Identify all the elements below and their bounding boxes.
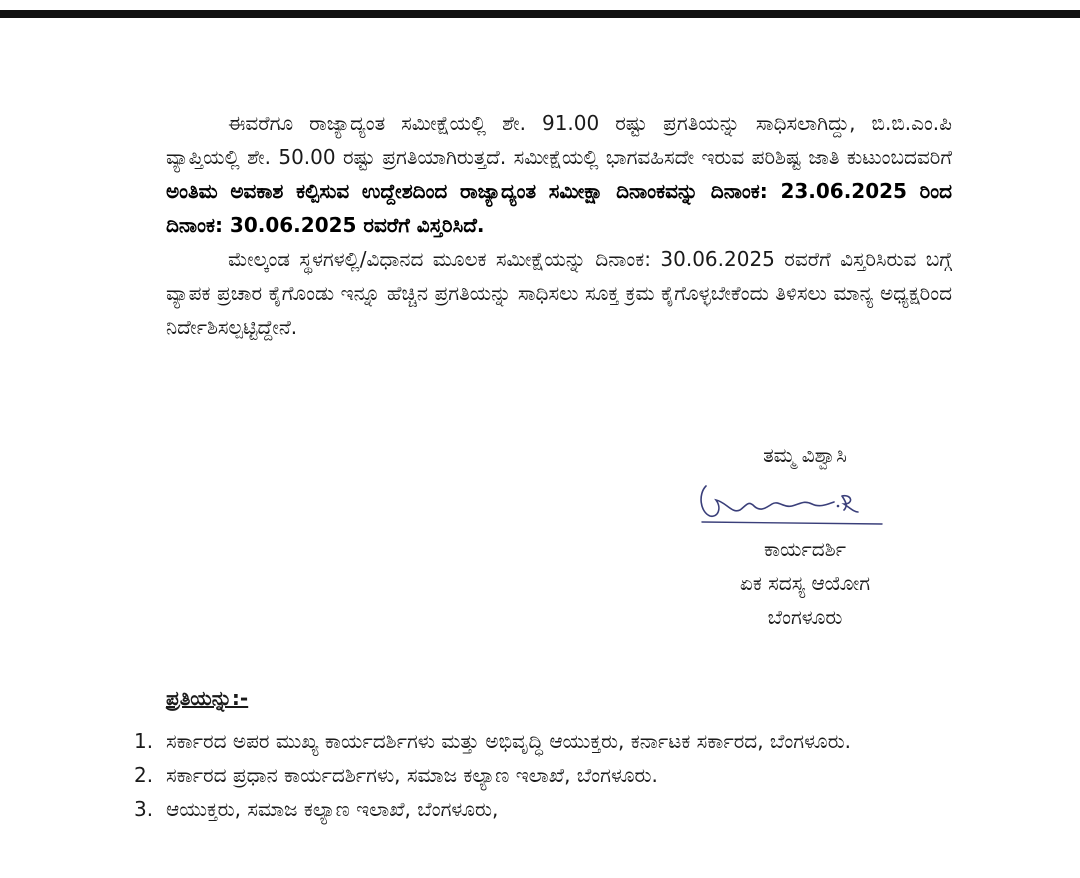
list-item-text: ಆಯುಕ್ತರು, ಸಮಾಜ ಕಲ್ಯಾಣ ಇಲಾಖೆ, ಬೆಂಗಳೂರು, (166, 797, 499, 821)
list-item-text: ಸರ್ಕಾರದ ಪ್ರಧಾನ ಕಾರ್ಯದರ್ಶಿಗಳು, ಸಮಾಜ ಕಲ್ಯಾಣ ಇಲಾಖೆ, ಬೆಂಗಳೂರು. (166, 763, 658, 787)
list-item-number: 3. (134, 797, 154, 821)
letter-body (166, 106, 952, 344)
handwritten-signature (680, 472, 930, 532)
copies-heading: ಪ್ರತಿಯನ್ನು:- (166, 686, 249, 710)
signature-block (680, 438, 930, 634)
paragraph-progress (166, 106, 952, 242)
closing-salutation: ತಮ್ಮ ವಿಶ್ವಾಸಿ (763, 443, 847, 467)
list-item (134, 724, 954, 758)
designation: ಕಾರ್ಯದರ್ಶಿ (763, 537, 847, 561)
office-city: ಬೆಂಗಳೂರು (767, 605, 843, 629)
list-item (134, 758, 954, 792)
paragraph-progress-text: ಈವರೆಗೂ ರಾಜ್ಯಾದ್ಯಂತ ಸಮೀಕ್ಷೆಯಲ್ಲಿ ಶೇ. 91.00 ರಷ್ಟು ಪ್ರಗತಿಯನ್ನು ಸಾಧಿಸಲಾಗಿದ್ದು, ಬಿ.ಬಿ.ಎಂ.ಪಿ ವ್ಯಾಪ್ತಿಯಲ್ಲಿ ಶೇ. 50.00 ರಷ್ಟು ಪ್ರಗತಿಯಾಗಿರುತ್ತದೆ. ಸಮೀಕ್ಷೆಯಲ್ಲಿ ಭಾಗವಹಿಸದೇ ಇರುವ ಪರಿಶಿಷ್ಟ ಜಾತಿ ಕುಟುಂಬದವರಿಗೆ (166, 111, 952, 169)
copies-section (134, 678, 954, 826)
list-item-number: 1. (134, 729, 154, 753)
list-item-text: ಸರ್ಕಾರದ ಅಪರ ಮುಖ್ಯ ಕಾರ್ಯದರ್ಶಿಗಳು ಮತ್ತು ಅಭಿವೃದ್ಧಿ ಆಯುಕ್ತರು, ಕರ್ನಾಟಕ ಸರ್ಕಾರದ, ಬೆಂಗಳೂರು. (166, 729, 851, 753)
copies-list (134, 724, 954, 826)
paragraph-extension-bold: ಅಂತಿಮ ಅವಕಾಶ ಕಲ್ಪಿಸುವ ಉದ್ದೇಶದಿಂದ ರಾಜ್ಯಾದ್ಯಂತ ಸಮೀಕ್ಷಾ ದಿನಾಂಕವನ್ನು ದಿನಾಂಕ: 23.06.2025 ರಿಂದ ದಿನಾಂಕ: 30.06.2025 ರವರೆಗೆ ವಿಸ್ತರಿಸಿದೆ. (166, 179, 952, 237)
top-border-rule (0, 10, 1080, 18)
office-name: ಏಕ ಸದಸ್ಯ ಆಯೋಗ (739, 571, 871, 595)
list-item-number: 2. (134, 763, 154, 787)
signature-scribble (692, 472, 892, 528)
paragraph-publicity: ಮೇಲ್ಕಂಡ ಸ್ಥಳಗಳಲ್ಲಿ/ವಿಧಾನದ ಮೂಲಕ ಸಮೀಕ್ಷೆಯನ್ನು ದಿನಾಂಕ: 30.06.2025 ರವರೆಗೆ ವಿಸ್ತರಿಸಿರುವ ಬಗ್ಗೆ ವ್ಯಾಪಕ ಪ್ರಚಾರ ಕೈಗೊಂಡು ಇನ್ನೂ ಹೆಚ್ಚಿನ ಪ್ರಗತಿಯನ್ನು ಸಾಧಿಸಲು ಸೂಕ್ತ ಕ್ರಮ ಕೈಗೊಳ್ಳಬೇಕೆಂದು ತಿಳಿಸಲು ಮಾನ್ಯ ಅಧ್ಯಕ್ಷರಿಂದ ನಿರ್ದೇಶಿಸಲ್ಪಟ್ಟಿದ್ದೇನೆ. (166, 247, 952, 339)
list-item (134, 792, 954, 826)
